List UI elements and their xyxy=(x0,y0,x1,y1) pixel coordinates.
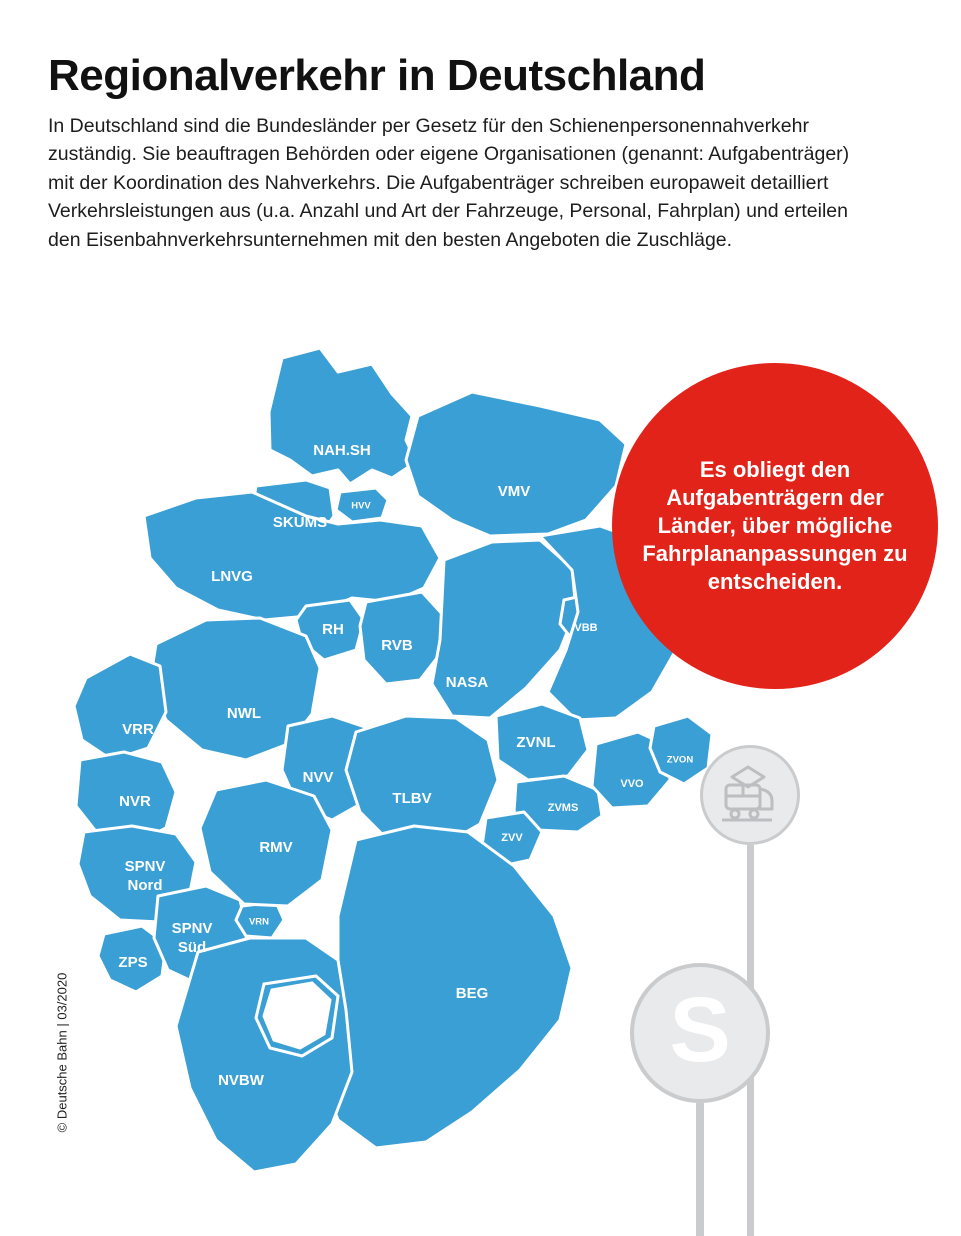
map-label-nasa: NASA xyxy=(445,673,489,691)
map-label-lnvg: LNVG xyxy=(211,567,253,585)
map-label-nwl: NWL xyxy=(226,704,262,722)
map-label-zvms: ZVMS xyxy=(547,801,579,814)
map-label-nvv: NVV xyxy=(302,768,334,786)
map-label-zvnl: ZVNL xyxy=(516,733,556,751)
s-bahn-sign-disc xyxy=(630,963,770,1103)
map-label-tlbv: TLBV xyxy=(392,789,432,807)
map-label-beg: BEG xyxy=(455,984,489,1002)
map-regions xyxy=(74,348,712,1172)
s-bahn-sign xyxy=(630,963,770,1236)
map-label-hvv: HVV xyxy=(351,500,371,512)
region-vrr[interactable] xyxy=(74,654,166,760)
tram-icon xyxy=(718,763,782,832)
region-nah-sh[interactable] xyxy=(269,348,416,484)
page-title: Regionalverkehr in Deutschland xyxy=(48,51,706,101)
copyright-notice: © Deutsche Bahn | 03/2020 xyxy=(54,972,70,1133)
map-label-zvon: ZVON xyxy=(666,754,694,766)
map-label-nvbw: NVBW xyxy=(218,1071,264,1089)
map-label-skums: SKUMS xyxy=(272,513,328,531)
callout-bubble xyxy=(612,363,938,689)
callout-text: Es obliegt den Aufgabenträgern der Länder, über mögliche Fahrplananpassungen zu entscheiden. xyxy=(642,456,908,595)
map-label-vrn: VRN xyxy=(248,916,270,928)
map-label-spnv-nord-line1: SPNV xyxy=(124,857,166,875)
s-bahn-glyph: S xyxy=(669,979,731,1081)
map-label-vrr: VRR xyxy=(122,720,154,738)
map-label-zvv: ZVV xyxy=(501,831,523,844)
map-label-nvr: NVR xyxy=(119,792,151,810)
region-vmv[interactable] xyxy=(406,392,626,536)
map-label-zps: ZPS xyxy=(118,953,148,971)
region-nvbw[interactable] xyxy=(176,938,352,1172)
map-label-rmv: RMV xyxy=(259,838,293,856)
map-label-vrs: VRS xyxy=(285,1007,317,1025)
map-label-rvb: RVB xyxy=(381,636,413,654)
map-label-spnv-nord-line2: Nord xyxy=(127,876,163,894)
intro-paragraph: In Deutschland sind die Bundesländer per Gesetz für den Schienenpersonennahverkehr zuständig. Sie beauftragen Behörden oder eigene Organisationen (genannt: Aufgabenträger) mit der Koordination des Nahverkehrs. Die Aufgabenträger schreiben europaweit detailliert Verkehrsleistungen aus (u.a. Anzahl und Art der Fahrzeuge, Personal, Fahrplan) und erteilen den Eisenbahnverkehrsunternehmen mit den besten Angeboten die Zuschläge. xyxy=(48,114,850,252)
map-label-spnv-sued-line1: SPNV xyxy=(171,919,213,937)
map-label-spnv-sued-line2: Süd xyxy=(177,938,207,956)
map-label-rh: RH xyxy=(322,620,344,638)
region-beg[interactable] xyxy=(320,826,572,1148)
map-label-vbb: VBB xyxy=(574,621,598,634)
map-label-nah-sh: NAH.SH xyxy=(313,441,371,459)
map-label-vmv: VMV xyxy=(497,482,531,500)
s-bahn-sign-pole xyxy=(696,1103,704,1236)
map-label-vvo: VVO xyxy=(620,777,644,790)
